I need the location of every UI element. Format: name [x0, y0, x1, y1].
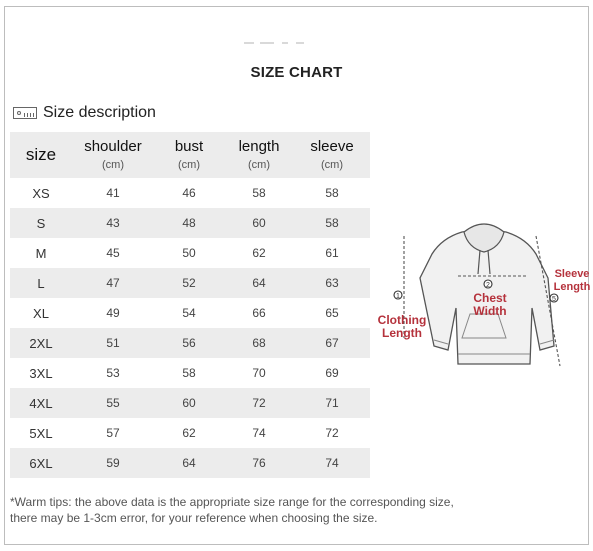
cell-bust: 56	[182, 336, 196, 350]
table-row	[10, 418, 370, 448]
clothing-length-label: Clothing Length	[377, 313, 427, 340]
cell-size: 5XL	[29, 425, 53, 441]
header-size: size	[25, 145, 57, 164]
cell-shoulder: 53	[106, 366, 120, 380]
cell-shoulder: 45	[106, 246, 120, 260]
cell-size: 3XL	[29, 365, 53, 381]
cell-length: 72	[252, 396, 266, 410]
cell-length: 62	[252, 246, 266, 260]
cell-sleeve: 58	[325, 216, 339, 230]
cell-length: 60	[252, 216, 266, 230]
header-bust: bust (cm)	[174, 138, 204, 171]
table-row	[10, 448, 370, 478]
cell-length: 64	[252, 276, 266, 290]
cell-sleeve: 65	[325, 306, 339, 320]
marker-5-text: 5	[552, 296, 556, 303]
hoodie-diagram	[372, 218, 592, 388]
subheading-text: Size description	[43, 104, 156, 121]
ruler-icon	[13, 107, 37, 119]
table-row	[10, 388, 370, 418]
cell-bust: 50	[182, 246, 196, 260]
table-header-row	[10, 132, 370, 178]
cell-sleeve: 67	[325, 336, 339, 350]
marker-1-text: 1	[396, 293, 400, 300]
cell-size: XS	[32, 185, 50, 201]
table-row	[10, 268, 370, 298]
chest-width-label: Chest Width	[473, 291, 507, 318]
cell-length: 58	[252, 186, 266, 200]
cell-size: 2XL	[29, 335, 53, 351]
cell-sleeve: 61	[325, 246, 339, 260]
cell-shoulder: 55	[106, 396, 120, 410]
size-table	[10, 132, 370, 478]
cell-sleeve: 72	[325, 426, 339, 440]
cell-bust: 62	[182, 426, 196, 440]
table-row	[10, 238, 370, 268]
cell-sleeve: 58	[325, 186, 339, 200]
cell-length: 76	[252, 456, 266, 470]
page-title: SIZE CHART	[250, 64, 343, 81]
cell-shoulder: 51	[106, 336, 120, 350]
cell-size: S	[36, 215, 46, 231]
tips-line-2: there may be 1-3cm error, for your reference when choosing the size.	[10, 511, 378, 525]
header-sleeve: sleeve (cm)	[310, 138, 354, 171]
header-length: length (cm)	[238, 138, 280, 171]
tips-line-1: *Warm tips: the above data is the appropriate size range for the corresponding size,	[10, 495, 454, 509]
cell-bust: 60	[182, 396, 196, 410]
cell-sleeve: 71	[325, 396, 339, 410]
warm-tips	[10, 494, 510, 526]
cell-bust: 48	[182, 216, 196, 230]
cell-bust: 46	[182, 186, 196, 200]
marker-2-text: 2	[486, 282, 490, 289]
table-row	[10, 178, 370, 208]
cell-shoulder: 59	[106, 456, 120, 470]
cell-length: 70	[252, 366, 266, 380]
cell-size: 6XL	[29, 455, 53, 471]
cell-shoulder: 47	[106, 276, 120, 290]
cell-sleeve: 74	[325, 456, 339, 470]
table-row	[10, 208, 370, 238]
header-shoulder: shoulder (cm)	[84, 138, 142, 171]
cell-bust: 58	[182, 366, 196, 380]
cell-bust: 54	[182, 306, 196, 320]
cell-shoulder: 43	[106, 216, 120, 230]
faint-decoration	[244, 40, 314, 46]
cell-sleeve: 69	[325, 366, 339, 380]
cell-size: L	[37, 275, 45, 291]
sleeve-length-label: Sleeve Length	[553, 268, 591, 293]
size-description-heading	[13, 103, 156, 123]
cell-size: M	[35, 245, 47, 261]
cell-length: 68	[252, 336, 266, 350]
cell-bust: 52	[182, 276, 196, 290]
cell-shoulder: 49	[106, 306, 120, 320]
table-row	[10, 328, 370, 358]
cell-shoulder: 41	[106, 186, 120, 200]
cell-length: 74	[252, 426, 266, 440]
cell-size: XL	[33, 305, 49, 321]
cell-size: 4XL	[29, 395, 53, 411]
cell-bust: 64	[182, 456, 196, 470]
cell-length: 66	[252, 306, 266, 320]
table-row	[10, 298, 370, 328]
table-row	[10, 358, 370, 388]
cell-sleeve: 63	[325, 276, 339, 290]
cell-shoulder: 57	[106, 426, 120, 440]
